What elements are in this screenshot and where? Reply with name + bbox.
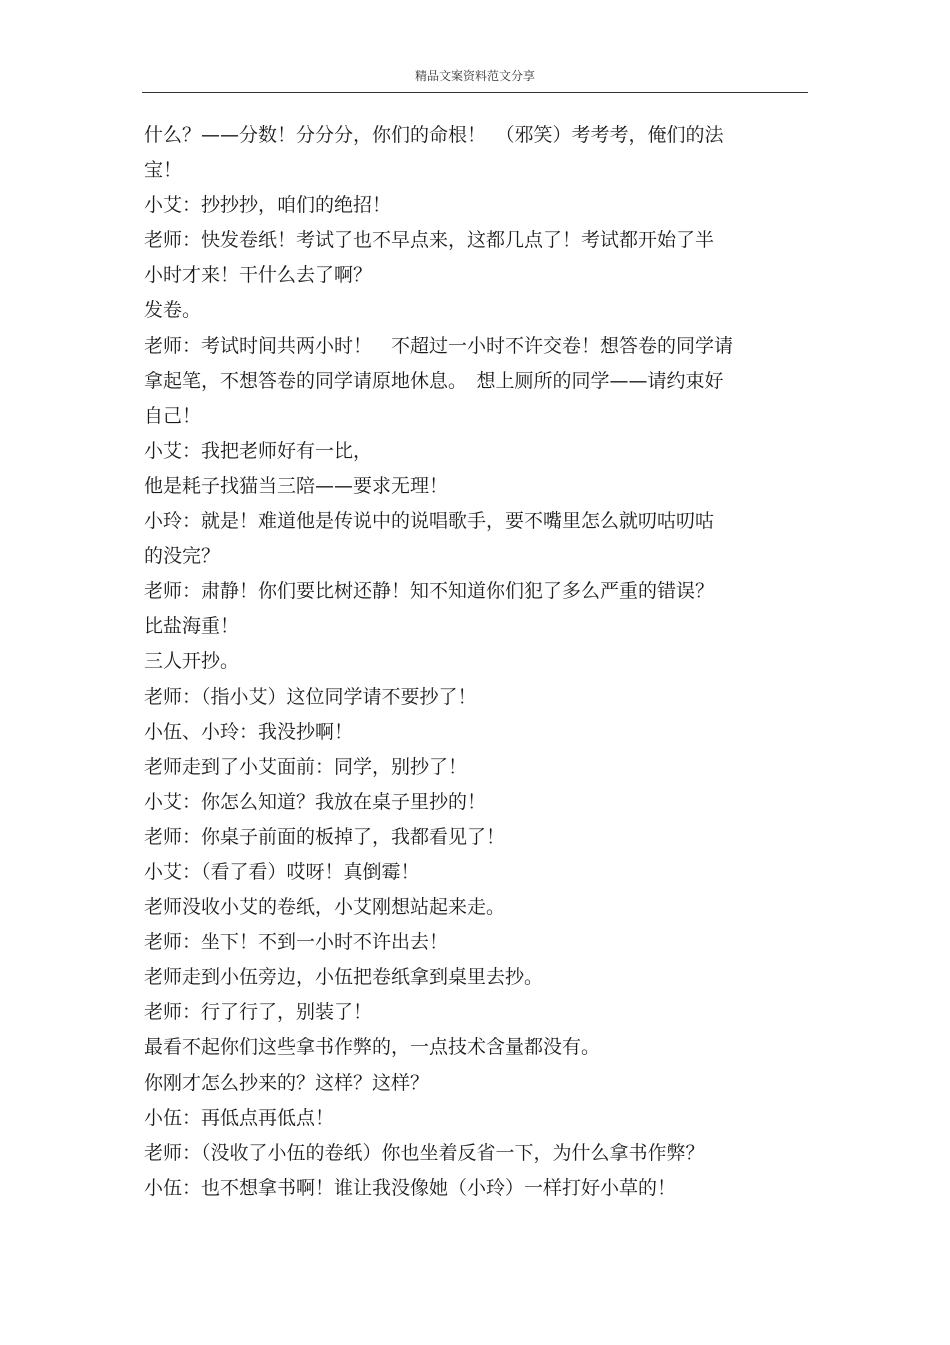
text-line: 你刚才怎么抄来的？这样？这样？: [144, 1071, 430, 1094]
text-line: 老师：坐下！不到一小时不许出去！: [144, 931, 449, 954]
text-line: 小时才来！干什么去了啊？: [144, 264, 373, 287]
text-line: 小伍：再低点再低点！: [144, 1106, 335, 1129]
text-line: 他是耗子找猫当三陪——要求无理！: [144, 474, 449, 497]
text-line: 小艾：抄抄抄，咱们的绝招！: [144, 194, 392, 217]
text-line: 自己！: [144, 404, 202, 427]
text-line: 老师：（没收了小伍的卷纸）你也坐着反省一下，为什么拿书作弊？: [144, 1141, 705, 1164]
text-line: 三人开抄。: [144, 650, 240, 673]
text-line: 老师：肃静！你们要比树还静！知不知道你们犯了多么严重的错误？: [144, 580, 715, 603]
text-line: 老师：你桌子前面的板掉了，我都看见了！: [144, 825, 506, 848]
text-line: 老师走到了小艾面前：同学，别抄了！: [144, 755, 468, 778]
text-line: 小玲：就是！难道他是传说中的说唱歌手，要不嘴里怎么就叨咕叨咕: [144, 510, 715, 533]
text-line: 小艾：你怎么知道？我放在桌子里抄的！: [144, 790, 487, 813]
text-line: 比盐海重！: [144, 615, 240, 638]
script-body: [144, 118, 794, 1206]
page-header: [142, 64, 808, 93]
text-line: 发卷。: [144, 299, 202, 322]
text-line: 最看不起你们这些拿书作弊的，一点技术含量都没有。: [144, 1036, 601, 1059]
text-line: 宝！: [144, 159, 183, 182]
text-line: 什么？——分数！分分分，你们的命根！ （邪笑）考考考，俺们的法: [144, 124, 724, 146]
text-line: 的没完？: [144, 545, 221, 568]
text-line: 老师：考试时间共两小时！ 不超过一小时不许交卷！想答卷的同学请: [144, 334, 734, 357]
text-line: 拿起笔，不想答卷的同学请原地休息。 想上厕所的同学——请约束好: [144, 369, 724, 392]
text-line: 小艾：我把老师好有一比，: [144, 439, 373, 462]
text-line: 老师走到小伍旁边，小伍把卷纸拿到桌里去抄。: [144, 966, 544, 989]
text-line: 老师：快发卷纸！考试了也不早点来，这都几点了！考试都开始了半: [144, 229, 715, 252]
text-line: 老师：（指小艾）这位同学请不要抄了！: [144, 685, 477, 708]
text-line: 小伍：也不想拿书啊！谁让我没像她（小玲）一样打好小草的！: [144, 1176, 677, 1199]
header-title: 精品文案资料范文分享: [414, 69, 535, 83]
text-line: 老师没收小艾的卷纸，小艾刚想站起来走。: [144, 896, 506, 919]
text-line: 小艾：（看了看）哎呀！真倒霉！: [144, 860, 420, 883]
text-line: 小伍、小玲：我没抄啊！: [144, 720, 354, 743]
text-line: 老师：行了行了，别装了！: [144, 1001, 373, 1024]
